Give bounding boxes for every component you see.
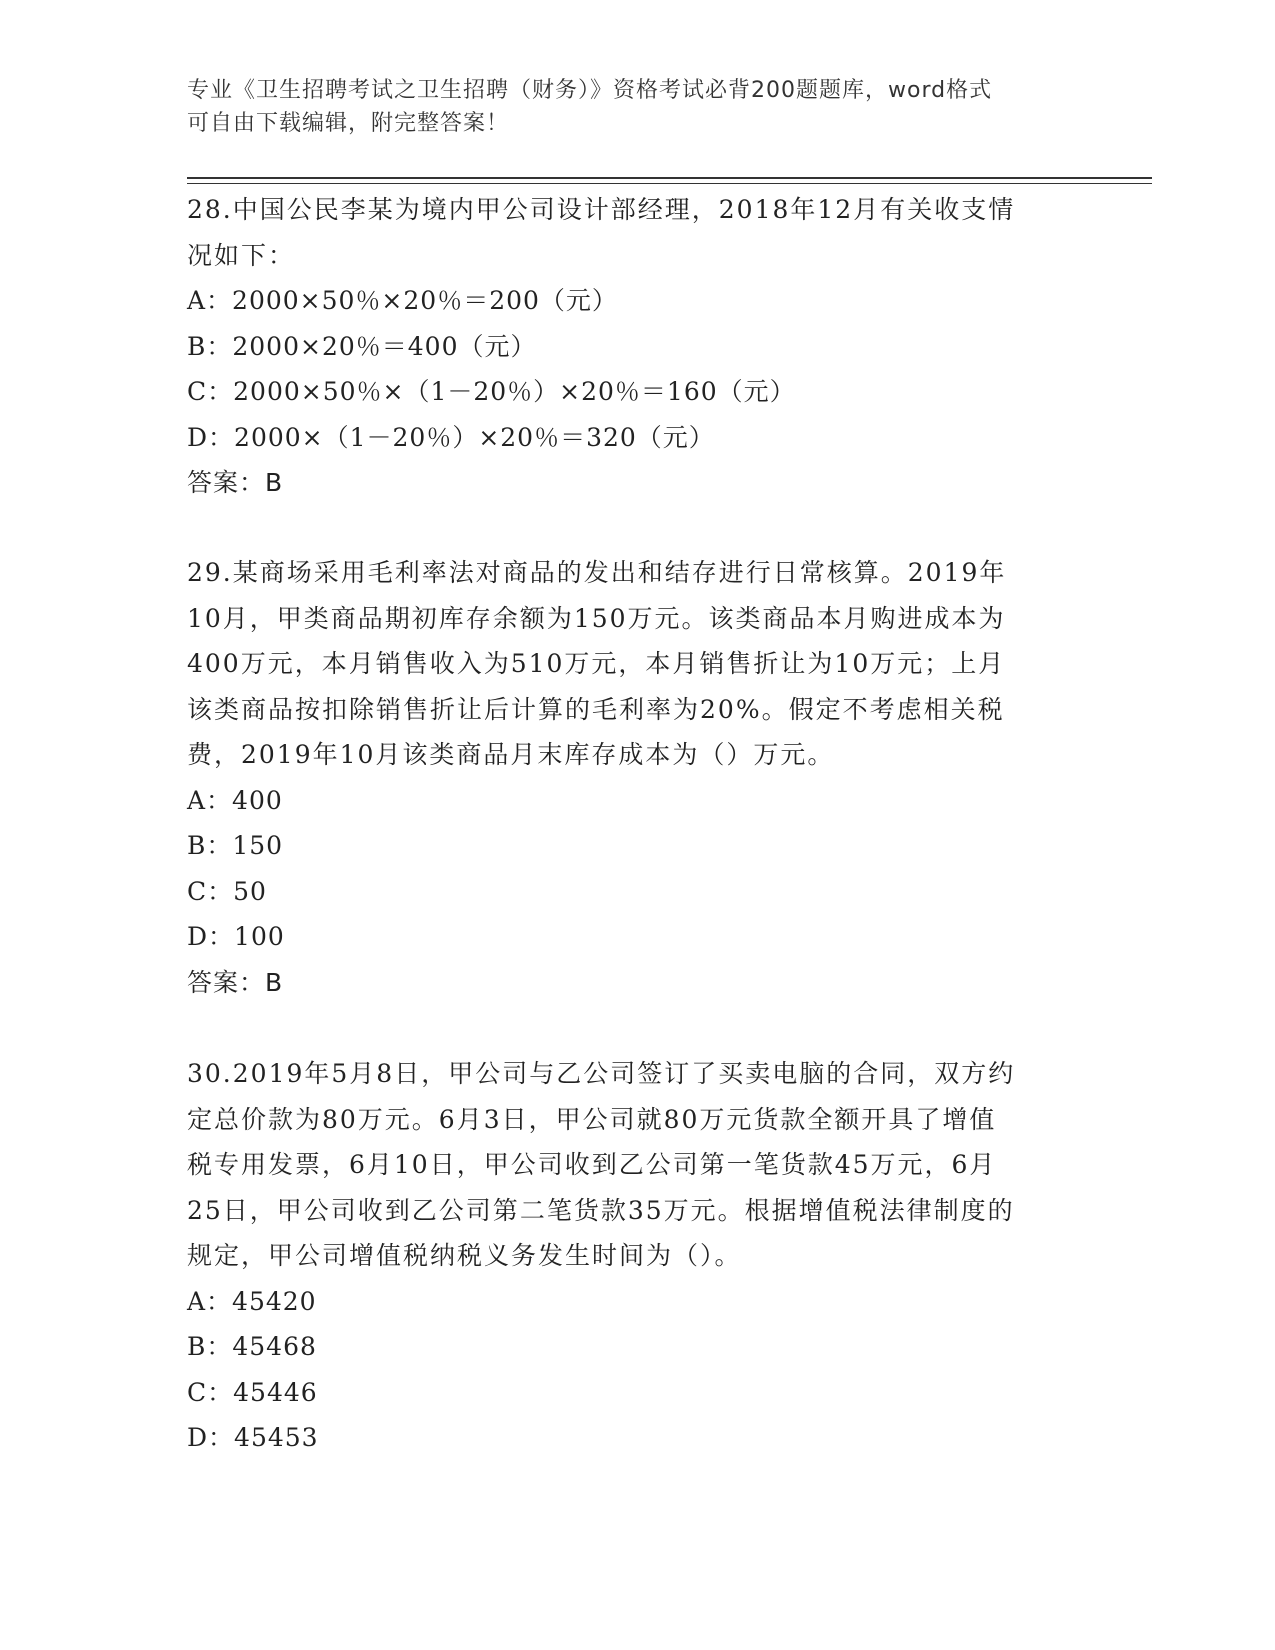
option-a: A：45420: [187, 1286, 317, 1316]
option-d: D：45453: [187, 1423, 319, 1452]
option-b: B：45468: [187, 1332, 317, 1361]
option-a: A：400: [187, 785, 283, 815]
question-stem-line: 况如下：: [187, 240, 296, 270]
option-d: D：100: [187, 922, 285, 951]
option-b: B：2000×20％＝400（元）: [187, 331, 537, 361]
question-stem-line: 税专用发票，6月10日，甲公司收到乙公司第一笔货款45万元，6月: [187, 1150, 997, 1179]
header-title-line-2: 可自由下载编辑，附完整答案！: [187, 111, 510, 136]
question-stem-line: 25日，甲公司收到乙公司第二笔货款35万元。根据增值税法律制度的: [187, 1195, 1015, 1225]
header-divider: [187, 177, 1152, 184]
question-stem-line: 10月，甲类商品期初库存余额为150万元。该类商品本月购进成本为: [187, 603, 1006, 633]
option-c: C：50: [187, 876, 267, 906]
question-stem-line: 定总价款为80万元。6月3日，甲公司就80万元货款全额开具了增值: [187, 1104, 997, 1134]
question-stem-line: 费，2019年10月该类商品月末库存成本为（）万元。: [187, 740, 835, 769]
question-28: [187, 187, 1077, 506]
question-stem-line: 规定，甲公司增值税纳税义务发生时间为（）。: [187, 1241, 742, 1270]
option-c: C：45446: [187, 1377, 318, 1407]
question-stem-line: 该类商品按扣除销售折让后计算的毛利率为20%。假定不考虑相关税: [187, 694, 1005, 724]
question-29: [187, 550, 1077, 1005]
option-d: D：2000×（1－20％）×20％＝320（元）: [187, 422, 715, 452]
question-stem-line: 30.2019年5月8日，甲公司与乙公司签订了买卖电脑的合同，双方约: [187, 1059, 1016, 1088]
answer-line: 答案：B: [187, 468, 284, 497]
option-b: B：150: [187, 831, 284, 860]
document-header: [187, 74, 1067, 140]
question-stem-line: 28.中国公民李某为境内甲公司设计部经理，2018年12月有关收支情: [187, 195, 1016, 224]
option-a: A：2000×50％×20％＝200（元）: [187, 286, 618, 315]
answer-line: 答案：B: [187, 967, 284, 997]
header-title-line-1: 专业《卫生招聘考试之卫生招聘（财务）》资格考试必背200题题库，word格式: [187, 78, 993, 103]
question-30: [187, 1051, 1077, 1461]
question-stem-line: 29.某商场采用毛利率法对商品的发出和结存进行日常核算。2019年: [187, 558, 1007, 587]
option-c: C：2000×50％×（1－20％）×20％＝160（元）: [187, 377, 796, 406]
question-stem-line: 400万元，本月销售收入为510万元，本月销售折让为10万元；上月: [187, 649, 1006, 678]
